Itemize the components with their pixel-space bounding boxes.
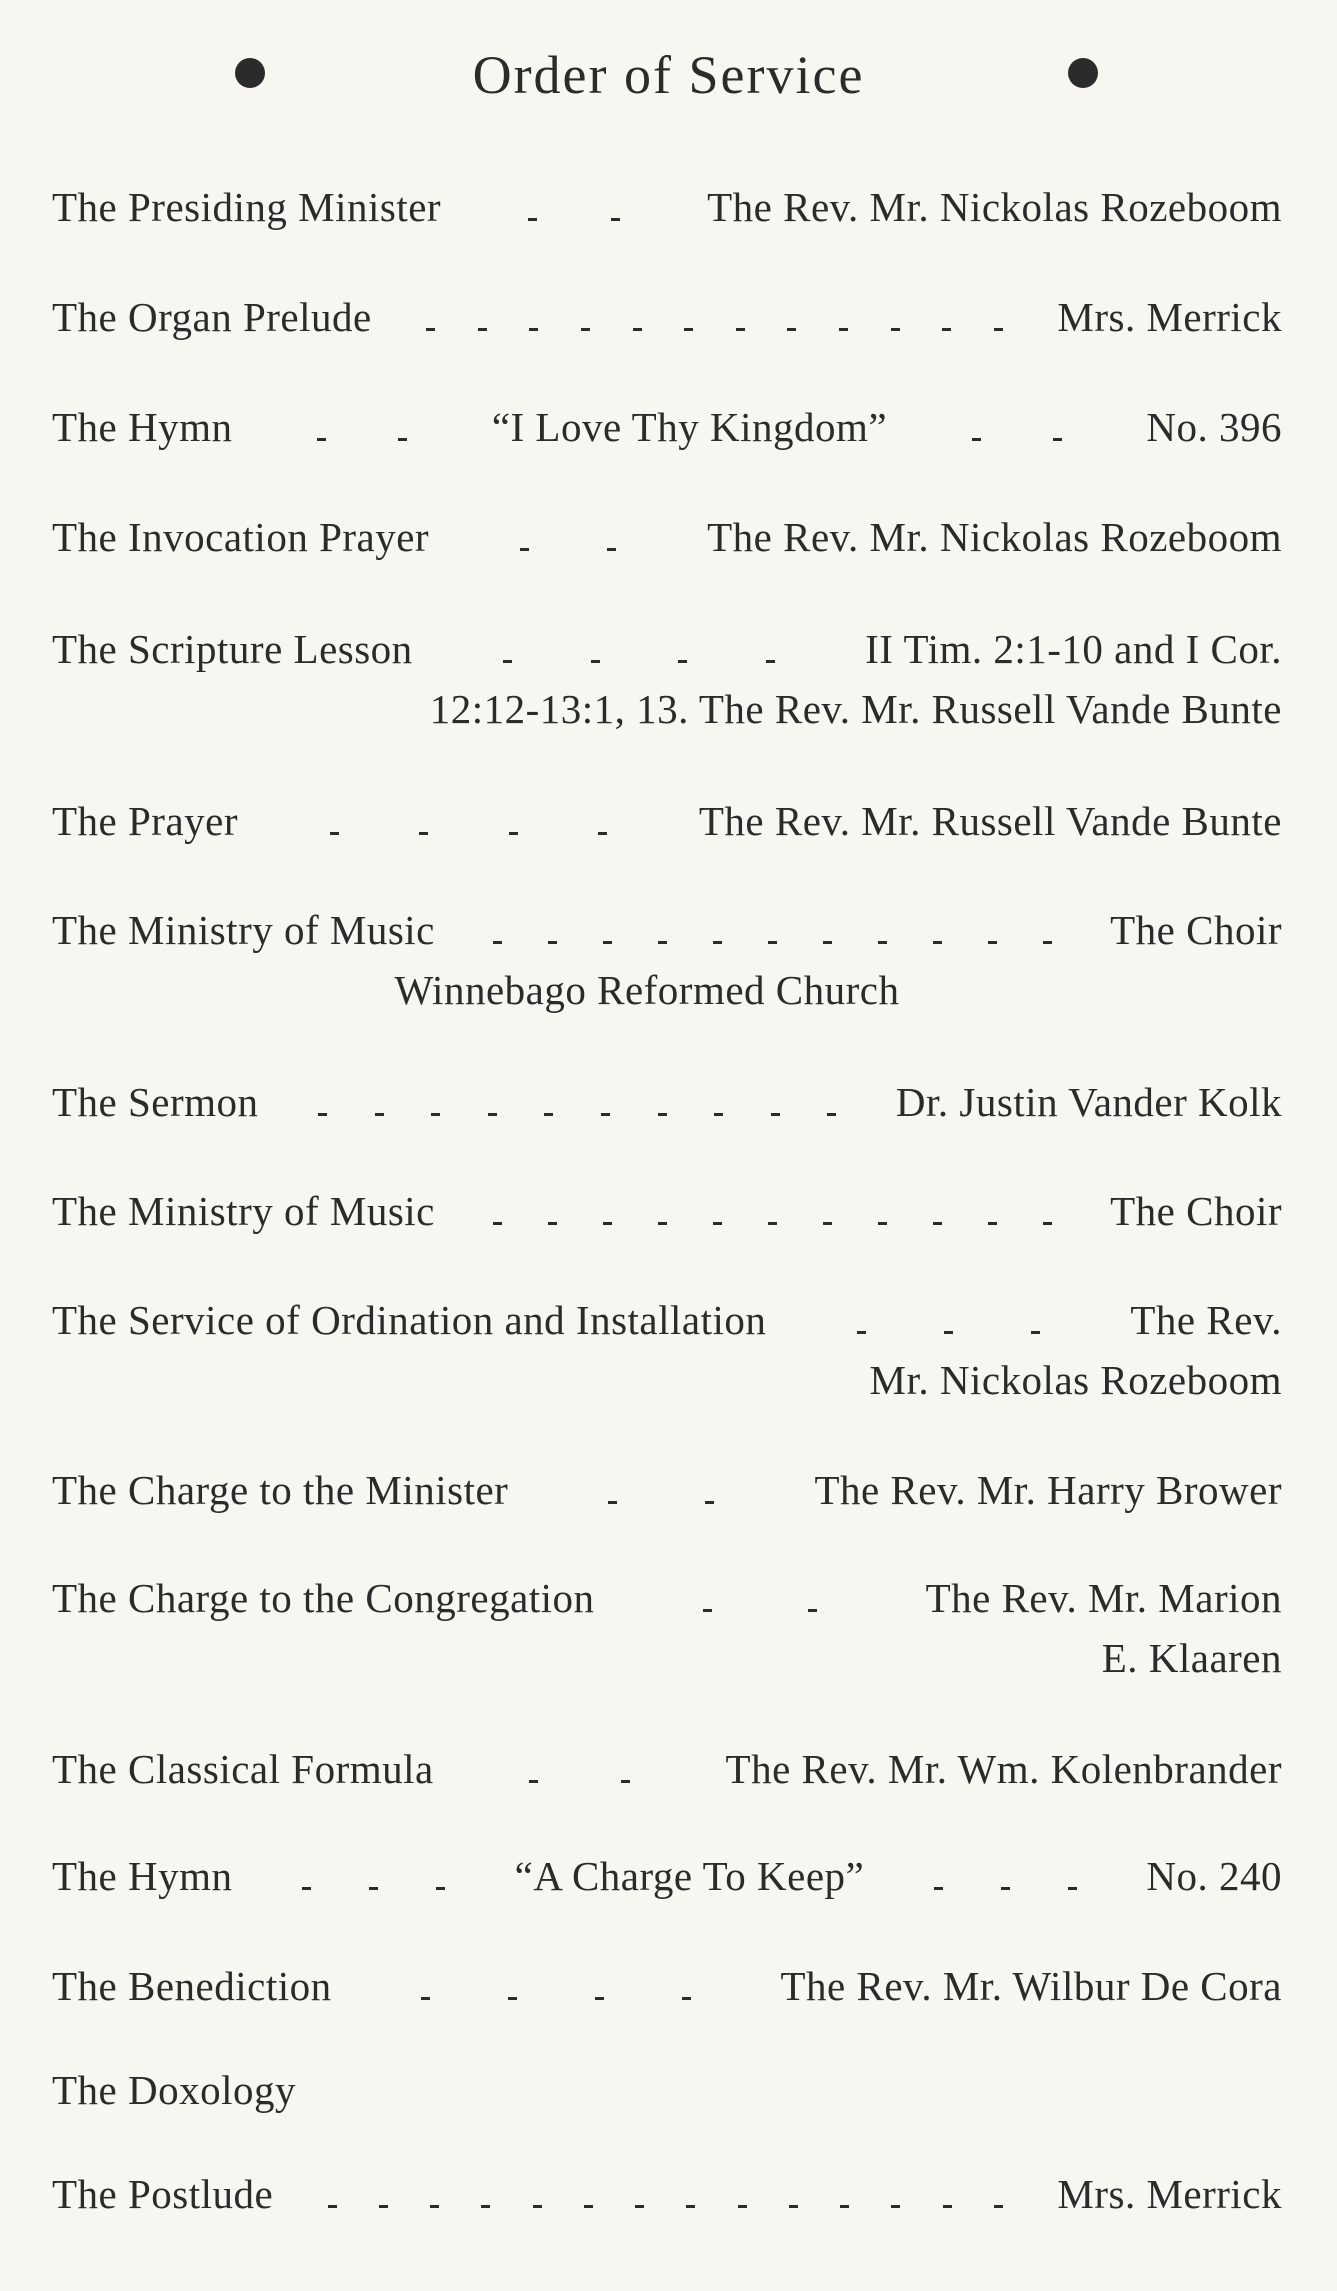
- service-item: [52, 1568, 1282, 1688]
- item-label: The Classical Formula: [52, 1746, 434, 1792]
- item-value: The Rev. Mr. Marion: [925, 1575, 1282, 1621]
- item-value: Mrs. Merrick: [1057, 294, 1282, 340]
- leader-dots: [595, 1609, 926, 1612]
- service-item: [52, 1460, 1282, 1520]
- service-item: [52, 2060, 1282, 2120]
- item-value: The Rev. Mr. Russell Vande Bunte: [698, 798, 1282, 844]
- item-value: The Rev. Mr. Nickolas Rozeboom: [707, 184, 1282, 230]
- leader-dots: [434, 1780, 726, 1783]
- leader-dots: [238, 832, 699, 835]
- item-value: The Rev. Mr. Wilbur De Cora: [780, 1963, 1282, 2009]
- item-label: The Sermon: [52, 1079, 259, 1125]
- leader-dots: [766, 1331, 1130, 1334]
- hymn-title: “I Love Thy Kingdom”: [491, 404, 888, 450]
- item-label: The Hymn: [52, 404, 233, 450]
- service-item: [52, 1739, 1282, 1799]
- leader-dots: [864, 1887, 1146, 1890]
- item-value: The Choir: [1110, 1188, 1282, 1234]
- item-label: The Invocation Prayer: [52, 514, 430, 560]
- hymn-title: “A Charge To Keep”: [514, 1853, 865, 1899]
- item-continuation: 12:12-13:1, 13. The Rev. Mr. Russell Vande Bunte: [429, 686, 1282, 732]
- service-item: [52, 619, 1282, 739]
- service-item: [52, 1290, 1282, 1410]
- header: [0, 40, 1337, 110]
- service-item: [52, 1072, 1282, 1132]
- service-item: [52, 791, 1282, 851]
- item-label: The Ministry of Music: [52, 907, 435, 953]
- leader-dots: [332, 1997, 781, 2000]
- leader-dots: [259, 1113, 896, 1116]
- service-item: [52, 177, 1282, 237]
- item-continuation: Mr. Nickolas Rozeboom: [869, 1357, 1282, 1403]
- item-continuation: Winnebago Reformed Church: [394, 967, 900, 1013]
- item-value: The Rev.: [1130, 1297, 1282, 1343]
- service-item: [52, 1181, 1282, 1241]
- item-label: The Hymn: [52, 1853, 233, 1899]
- leader-dots: [413, 660, 865, 663]
- service-item: [52, 900, 1282, 1020]
- item-label: The Charge to the Minister: [52, 1467, 509, 1513]
- item-value: The Rev. Mr. Nickolas Rozeboom: [707, 514, 1282, 560]
- leader-dots: [233, 1887, 515, 1890]
- item-continuation: E. Klaaren: [1101, 1635, 1282, 1681]
- hymn-number: No. 396: [1146, 404, 1283, 450]
- item-value: Dr. Justin Vander Kolk: [895, 1079, 1282, 1125]
- item-label: The Doxology: [52, 2067, 296, 2113]
- leader-dots: [508, 1501, 814, 1504]
- item-label: The Service of Ordination and Installation: [52, 1297, 767, 1343]
- leader-dots: [435, 941, 1110, 944]
- service-item: [52, 1846, 1282, 1906]
- item-label: The Benediction: [52, 1963, 332, 2009]
- service-item: [52, 397, 1282, 457]
- service-item: [52, 2164, 1282, 2224]
- page-title: Order of Service: [472, 45, 865, 105]
- item-label: The Charge to the Congregation: [52, 1575, 595, 1621]
- leader-dots: [372, 328, 1058, 331]
- hymn-number: No. 240: [1146, 1853, 1283, 1899]
- item-value: The Rev. Mr. Harry Brower: [814, 1467, 1282, 1513]
- leader-dots: [435, 1222, 1110, 1225]
- bullet-right-icon: [1068, 58, 1098, 88]
- leader-dots: [429, 548, 707, 551]
- leader-dots: [233, 438, 492, 441]
- leader-dots: [441, 218, 707, 221]
- item-label: The Scripture Lesson: [52, 626, 413, 672]
- leader-dots: [273, 2205, 1057, 2208]
- item-label: The Postlude: [52, 2171, 274, 2217]
- item-label: The Ministry of Music: [52, 1188, 435, 1234]
- bullet-left-icon: [235, 58, 265, 88]
- service-item: [52, 507, 1282, 567]
- service-item: [52, 287, 1282, 347]
- item-label: The Presiding Minister: [52, 184, 442, 230]
- service-item: [52, 1956, 1282, 2016]
- item-label: The Prayer: [52, 798, 238, 844]
- leader-dots: [887, 438, 1146, 441]
- item-label: The Organ Prelude: [52, 294, 372, 340]
- item-value: Mrs. Merrick: [1057, 2171, 1282, 2217]
- item-value: The Choir: [1110, 907, 1282, 953]
- item-value: The Rev. Mr. Wm. Kolenbrander: [725, 1746, 1282, 1792]
- item-value: II Tim. 2:1-10 and I Cor.: [865, 626, 1282, 672]
